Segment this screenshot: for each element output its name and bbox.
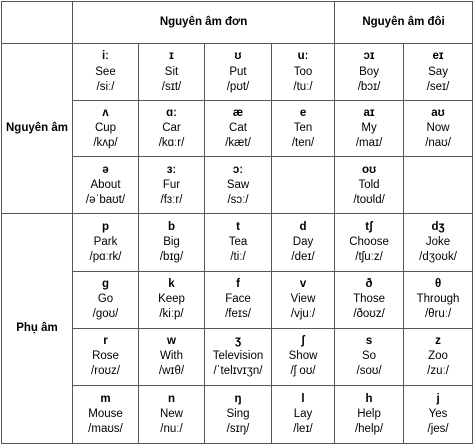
ipa-transcription: /bɔɪ/ — [357, 80, 381, 93]
phoneme-symbol: ʒ — [234, 335, 242, 348]
ipa-transcription: /fɜːr/ — [160, 193, 183, 206]
phoneme-symbol: r — [103, 335, 108, 348]
phoneme-symbol: f — [236, 277, 240, 290]
phoneme-symbol: h — [365, 392, 373, 405]
phoneme-symbol: aʊ — [431, 107, 445, 120]
example-word: Keep — [158, 293, 185, 306]
ipa-transcription: /nuː/ — [160, 423, 183, 435]
phoneme-cell — [404, 385, 473, 443]
example-word: Car — [162, 122, 181, 135]
phoneme-symbol: j — [436, 392, 440, 405]
ipa-table — [1, 1, 473, 444]
example-word: See — [95, 65, 116, 78]
ipa-transcription: /maɪ/ — [355, 137, 383, 150]
ipa-transcription: /naʊ/ — [425, 137, 451, 150]
ipa-transcription: /toʊld/ — [353, 193, 385, 206]
example-word: Fur — [162, 178, 181, 191]
ipa-transcription: /əˈbaʊt/ — [85, 193, 126, 206]
example-word: Put — [229, 65, 247, 78]
phoneme-symbol: n — [167, 392, 176, 405]
ipa-transcription: /siː/ — [96, 80, 115, 93]
example-word: Joke — [425, 235, 451, 248]
phoneme-cell — [205, 101, 272, 157]
phoneme-symbol: v — [299, 277, 307, 290]
ipa-transcription: /feɪs/ — [225, 308, 251, 321]
example-word: Television — [212, 350, 264, 363]
example-word: About — [90, 178, 121, 191]
phoneme-symbol: ə — [102, 163, 109, 176]
phoneme-cell — [73, 44, 139, 101]
phoneme-symbol: ɑː — [166, 107, 177, 120]
phoneme-symbol: uː — [297, 50, 309, 63]
ipa-transcription: /kiːp/ — [159, 308, 184, 321]
ipa-transcription: /tʃuːz/ — [355, 251, 383, 264]
ipa-transcription: /kɑːr/ — [158, 137, 185, 150]
phoneme-cell — [404, 328, 473, 385]
example-word: Say — [428, 65, 448, 78]
phoneme-symbol: tʃ — [365, 220, 373, 233]
example-word: Face — [225, 293, 251, 306]
example-word: Lay — [293, 407, 313, 420]
vowels-row-label: Nguyên âm — [2, 44, 73, 214]
phoneme-symbol: d — [299, 220, 307, 233]
example-word: Through — [416, 293, 460, 306]
example-word: Cup — [94, 122, 117, 135]
ipa-transcription: /deɪ/ — [291, 251, 315, 264]
table-row — [2, 328, 473, 385]
phoneme-symbol: ŋ — [234, 392, 242, 405]
example-word: Sing — [226, 407, 250, 420]
ipa-transcription: /dʒoʊk/ — [419, 251, 457, 264]
example-word: Saw — [226, 178, 250, 191]
phoneme-symbol: θ — [434, 277, 442, 290]
phoneme-cell — [139, 214, 205, 271]
phoneme-cell — [205, 157, 272, 214]
example-word: With — [160, 350, 183, 363]
phoneme-symbol: ʌ — [102, 107, 109, 120]
ipa-transcription: /bɪg/ — [159, 251, 184, 264]
phoneme-symbol: ʃ — [301, 335, 305, 348]
example-word: Ten — [293, 122, 313, 135]
phoneme-cell — [205, 328, 272, 385]
phoneme-cell — [335, 385, 404, 443]
ipa-transcription: /help/ — [354, 423, 384, 435]
diphthongs-header: Nguyên âm đôi — [335, 2, 473, 44]
phoneme-symbol: ɔɪ — [363, 50, 375, 63]
example-word: Rose — [92, 350, 119, 363]
phoneme-symbol: e — [299, 107, 307, 120]
phoneme-cell — [335, 214, 404, 271]
table-row — [2, 385, 473, 443]
phoneme-cell — [139, 328, 205, 385]
example-word: Yes — [428, 407, 448, 420]
ipa-transcription: /sɪŋ/ — [226, 423, 250, 435]
ipa-transcription: /ˈtelɪvɪʒn/ — [213, 365, 263, 378]
phoneme-cell — [335, 44, 404, 101]
phoneme-cell — [272, 385, 335, 443]
phoneme-symbol: b — [167, 220, 176, 233]
phoneme-symbol: z — [435, 335, 441, 348]
phoneme-cell — [73, 385, 139, 443]
phoneme-cell — [73, 214, 139, 271]
phoneme-symbol: dʒ — [431, 220, 445, 233]
phoneme-symbol: oʊ — [361, 163, 377, 176]
phoneme-cell — [73, 328, 139, 385]
ipa-transcription: /ʃ oʊ/ — [290, 365, 316, 378]
ipa-transcription: /roʊz/ — [91, 365, 120, 378]
example-word: Park — [93, 235, 118, 248]
phoneme-cell — [335, 271, 404, 328]
phoneme-cell — [404, 44, 473, 101]
example-word: Tea — [228, 235, 248, 248]
phoneme-symbol: p — [101, 220, 110, 233]
example-word: Go — [97, 293, 114, 306]
phoneme-cell — [139, 44, 205, 101]
example-word: New — [159, 407, 183, 420]
ipa-transcription: /jes/ — [427, 423, 449, 435]
phoneme-symbol: æ — [232, 107, 244, 120]
monophthongs-header: Nguyên âm đơn — [73, 2, 335, 44]
phoneme-symbol: ɔː — [232, 163, 244, 176]
example-word: View — [290, 293, 316, 306]
phoneme-cell — [404, 157, 473, 214]
table-row — [2, 271, 473, 328]
example-word: My — [361, 122, 377, 135]
phoneme-cell — [205, 385, 272, 443]
phoneme-symbol: ɪ — [169, 50, 174, 63]
phoneme-cell — [73, 157, 139, 214]
phoneme-symbol: eɪ — [432, 50, 444, 63]
phoneme-cell — [335, 328, 404, 385]
phoneme-cell — [139, 271, 205, 328]
example-word: Help — [357, 407, 381, 420]
ipa-transcription: /wɪθ/ — [158, 365, 185, 378]
example-word: Sit — [164, 65, 179, 78]
phoneme-symbol: s — [365, 335, 373, 348]
phoneme-symbol: ɜː — [166, 163, 177, 176]
ipa-transcription: /maʊs/ — [88, 423, 123, 435]
example-word: Show — [288, 350, 318, 363]
phoneme-cell — [272, 328, 335, 385]
phoneme-symbol: ð — [365, 277, 373, 290]
example-word: Now — [426, 122, 450, 135]
phoneme-symbol: iː — [101, 50, 110, 63]
ipa-transcription: /ten/ — [291, 137, 315, 150]
ipa-transcription: /zuː/ — [427, 365, 449, 378]
example-word: Zoo — [428, 350, 448, 363]
phoneme-cell — [272, 44, 335, 101]
phoneme-symbol: k — [168, 277, 175, 290]
ipa-transcription: /pɑːrk/ — [89, 251, 122, 264]
table-row — [2, 157, 473, 214]
table-row — [2, 44, 473, 101]
ipa-transcription: /tuː/ — [293, 80, 313, 93]
phoneme-cell — [139, 157, 205, 214]
ipa-transcription: /seɪ/ — [426, 80, 450, 93]
phoneme-cell — [139, 385, 205, 443]
ipa-transcription: /pʊt/ — [226, 80, 250, 93]
ipa-transcription: /ðoʊz/ — [353, 308, 385, 321]
consonants-row-label: Phụ âm — [2, 214, 73, 444]
ipa-transcription: /soʊ/ — [356, 365, 382, 378]
phoneme-symbol: m — [100, 392, 111, 405]
corner-cell — [2, 2, 73, 44]
phoneme-symbol: g — [101, 277, 110, 290]
phoneme-cell — [139, 101, 205, 157]
ipa-transcription: /kæt/ — [225, 137, 251, 150]
phoneme-cell — [335, 157, 404, 214]
phoneme-cell — [205, 271, 272, 328]
example-word: Cat — [229, 122, 247, 135]
phoneme-symbol: aɪ — [363, 107, 375, 120]
ipa-transcription: /leɪ/ — [293, 423, 313, 435]
phoneme-cell — [335, 101, 404, 157]
phoneme-cell — [272, 157, 335, 214]
example-word: Mouse — [88, 407, 123, 420]
ipa-transcription: /sɪt/ — [161, 80, 182, 93]
phoneme-cell — [272, 271, 335, 328]
example-word: So — [362, 350, 377, 363]
example-word: Big — [163, 235, 180, 248]
phoneme-cell — [404, 271, 473, 328]
example-word: Choose — [349, 235, 389, 248]
table-row — [2, 101, 473, 157]
phoneme-cell — [404, 214, 473, 271]
phoneme-cell — [73, 271, 139, 328]
ipa-transcription: /goʊ/ — [92, 308, 119, 321]
ipa-transcription: /kʌp/ — [93, 137, 118, 150]
ipa-transcription: /vjuː/ — [290, 308, 316, 321]
table-row — [2, 214, 473, 271]
header-row — [2, 2, 473, 44]
phoneme-cell — [205, 44, 272, 101]
phoneme-cell — [205, 214, 272, 271]
phoneme-symbol: l — [301, 392, 305, 405]
example-word: Those — [353, 293, 386, 306]
example-word: Told — [358, 178, 380, 191]
ipa-transcription: /tiː/ — [230, 251, 246, 264]
phoneme-cell — [272, 214, 335, 271]
phoneme-cell — [404, 101, 473, 157]
phoneme-symbol: t — [236, 220, 240, 233]
phoneme-cell — [73, 101, 139, 157]
example-word: Too — [293, 65, 313, 78]
phoneme-symbol: ʊ — [234, 50, 242, 63]
example-word: Boy — [359, 65, 379, 78]
phoneme-symbol: w — [167, 335, 176, 348]
phoneme-cell — [272, 101, 335, 157]
example-word: Day — [292, 235, 314, 248]
ipa-transcription: /sɔː/ — [227, 193, 249, 206]
ipa-transcription: /θruː/ — [424, 308, 452, 321]
